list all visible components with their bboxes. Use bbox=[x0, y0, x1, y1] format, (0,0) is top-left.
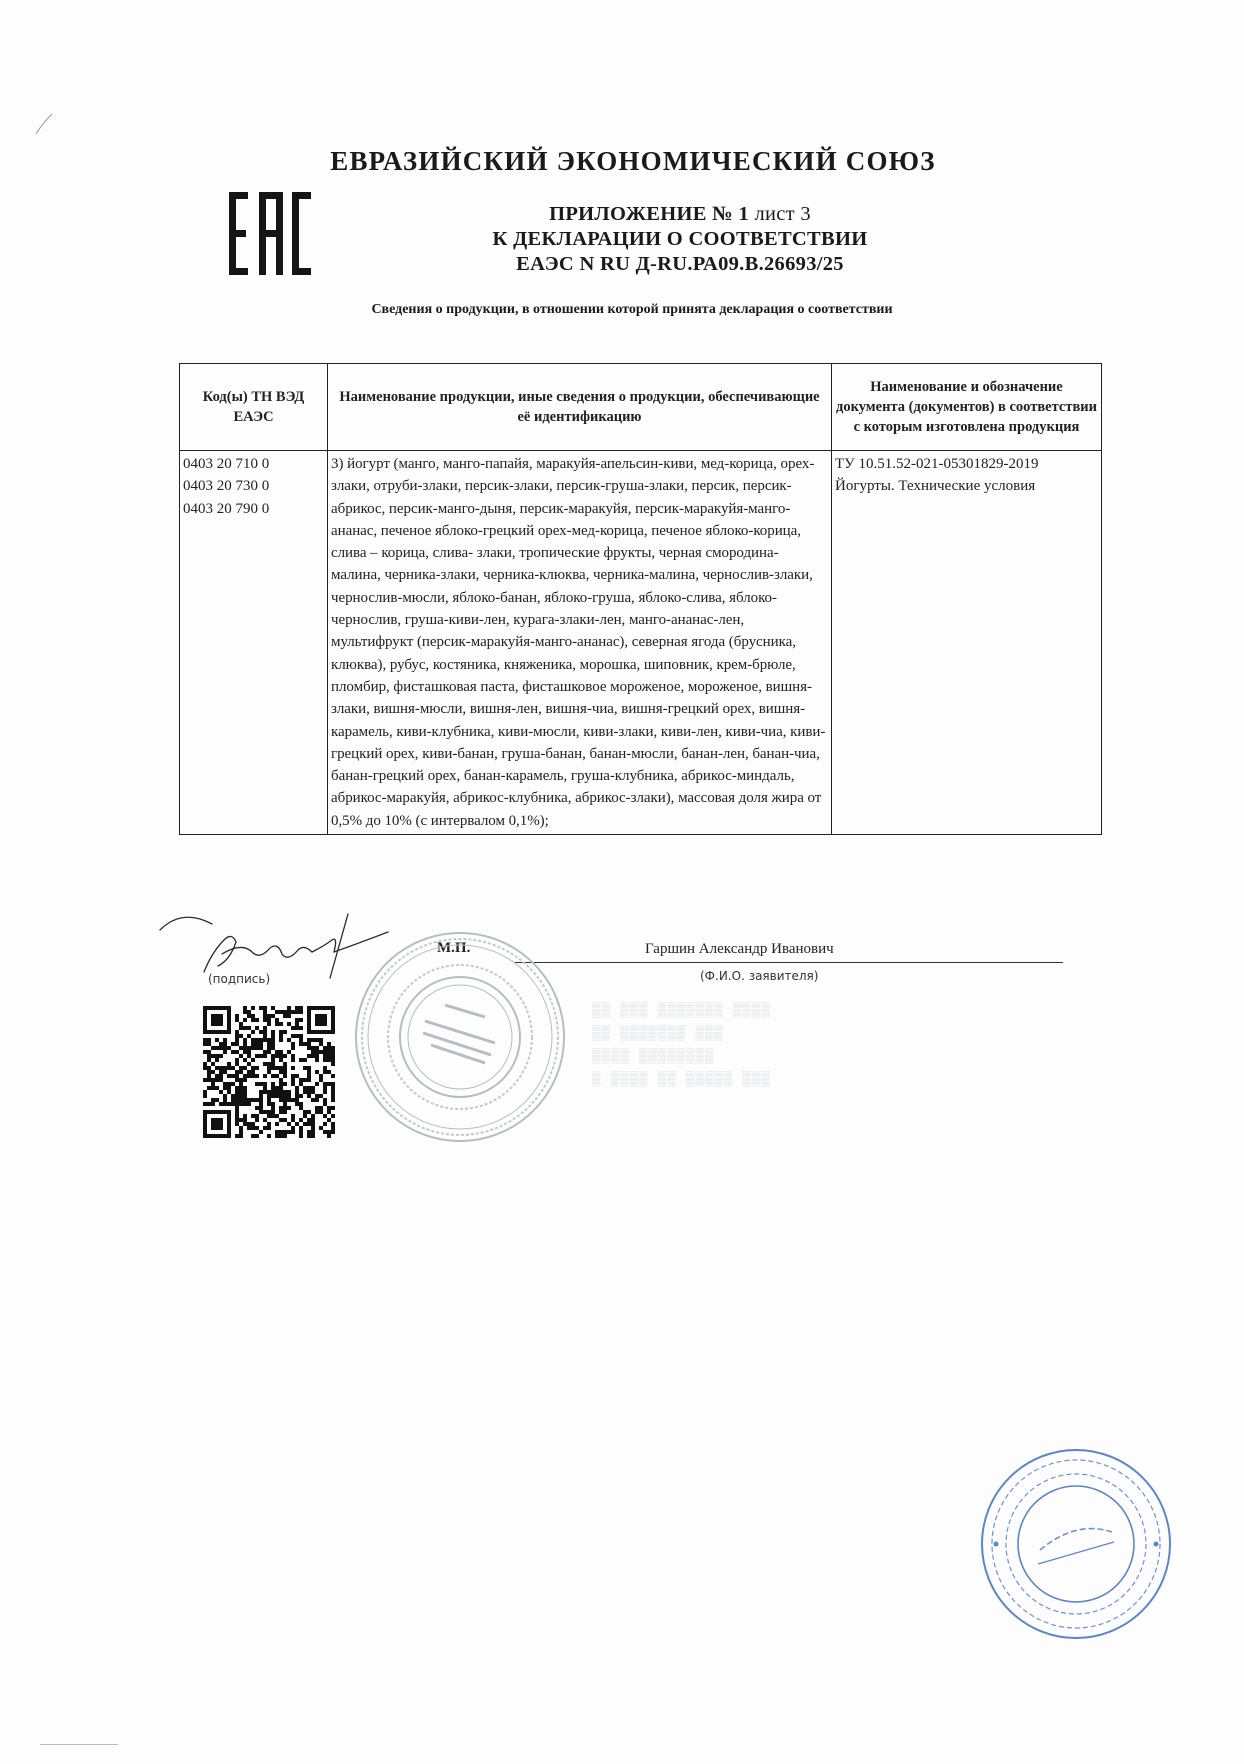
qr-code bbox=[203, 1006, 335, 1138]
header-product: Наименование продукции, иные сведения о продукции, обеспечивающие её идентификацию bbox=[328, 364, 832, 451]
tn-ved-code: 0403 20 790 0 bbox=[183, 500, 270, 517]
product-info-subtitle: Сведения о продукции, в отношении которой принята декларация о соответствии bbox=[371, 302, 893, 317]
appendix-subtitle: К ДЕКЛАРАЦИИ О СООТВЕТСТВИИ bbox=[492, 228, 868, 250]
union-title: ЕВРАЗИЙСКИЙ ЭКОНОМИЧЕСКИЙ СОЮЗ bbox=[330, 146, 936, 176]
appendix-title: ПРИЛОЖЕНИЕ № 1 bbox=[549, 203, 750, 225]
scan-mark bbox=[40, 1744, 118, 1745]
certificate-stamp bbox=[978, 1446, 1174, 1642]
appendix-sheet: лист 3 bbox=[754, 203, 811, 225]
standard-code: ТУ 10.51.52-021-05301829-2019 bbox=[835, 456, 1039, 472]
eac-logo bbox=[228, 192, 311, 275]
applicant-name: Гаршин Александр Иванович bbox=[645, 941, 834, 957]
signature-label: (подпись) bbox=[208, 972, 271, 986]
scan-mark bbox=[34, 112, 54, 136]
header-standard: Наименование и обозначение документа (документов) в соответствии с которым изготовлена продукция bbox=[832, 364, 1102, 451]
tn-ved-code: 0403 20 730 0 bbox=[183, 478, 270, 495]
company-seal bbox=[345, 925, 575, 1150]
faint-background-text: ▒▒ ▒▒▒ ▒▒▒▒▒▒▒ ▒▒▒▒ ▒▒ ▒▒▒▒▒▒▒ ▒▒▒ ▒▒▒▒ ▒▒▒▒▒▒▒▒ ▒ ▒▒▒▒ ▒▒ ▒▒▒▒▒ ▒▒▒ bbox=[592, 1003, 771, 1088]
table-row bbox=[180, 451, 1102, 835]
standard-name: Йогурты. Технические условия bbox=[835, 478, 1036, 495]
codes-cell bbox=[180, 451, 328, 835]
tn-ved-code: 0403 20 710 0 bbox=[183, 456, 270, 472]
applicant-underline bbox=[515, 962, 1063, 963]
header-codes: Код(ы) ТН ВЭД ЕАЭС bbox=[180, 364, 328, 451]
standard-cell bbox=[832, 451, 1102, 835]
appendix-heading bbox=[380, 202, 980, 277]
stamp-place-label: М.П. bbox=[437, 940, 471, 956]
applicant-label: (Ф.И.О. заявителя) bbox=[700, 969, 819, 983]
product-table bbox=[179, 363, 1102, 835]
table-header-row bbox=[180, 364, 1102, 451]
product-description: 3) йогурт (манго, манго-папайя, маракуйя-апельсин-киви, мед-корица, орех-злаки, отруби-злаки, персик-злаки, персик-груша-злаки, персик, персик-абрикос, персик-манго-дыня, персик-маракуйя, персик-маракуйя-манго-ананас, печеное яблоко-грецкий орех-мед-корица, печеное яблоко-корица, слива – корица, слива- злаки, тропические фрукты, черная смородина- малина, черника-злаки, черника-клюква, черника-малина, чернослив-злаки, чернослив-мюсли, яблоко-банан, яблоко-груша, яблоко-слива, яблоко-чернослив, груша-киви-лен, курага-злаки-лен, манго-ананас-лен, мультифрукт (персик-маракуйя-манго-ананас), северная ягода (брусника, клюква), рубус, костяника, княженика, морошка, шиповник, крем-брюле, пломбир, фисташковая паста, фисташковое мороженое, мороженое, вишня-злаки, вишня-мюсли, вишня-лен, вишня-чиа, вишня-грецкий орех, вишня-карамель, киви-клубника, киви-мюсли, киви-злаки, киви-лен, киви-чиа, киви-грецкий орех, киви-банан, груша-банан, банан-мюсли, банан-лен, банан-чиа, банан-грецкий орех, банан-карамель, груша-клубника, абрикос-миндаль, абрикос-маракуйя, абрикос-клубника, абрикос-злаки), массовая доля жира от 0,5% до 10% (с интервалом 0,1%); bbox=[328, 451, 832, 835]
declaration-number: ЕАЭС N RU Д-RU.РА09.В.26693/25 bbox=[516, 253, 844, 275]
